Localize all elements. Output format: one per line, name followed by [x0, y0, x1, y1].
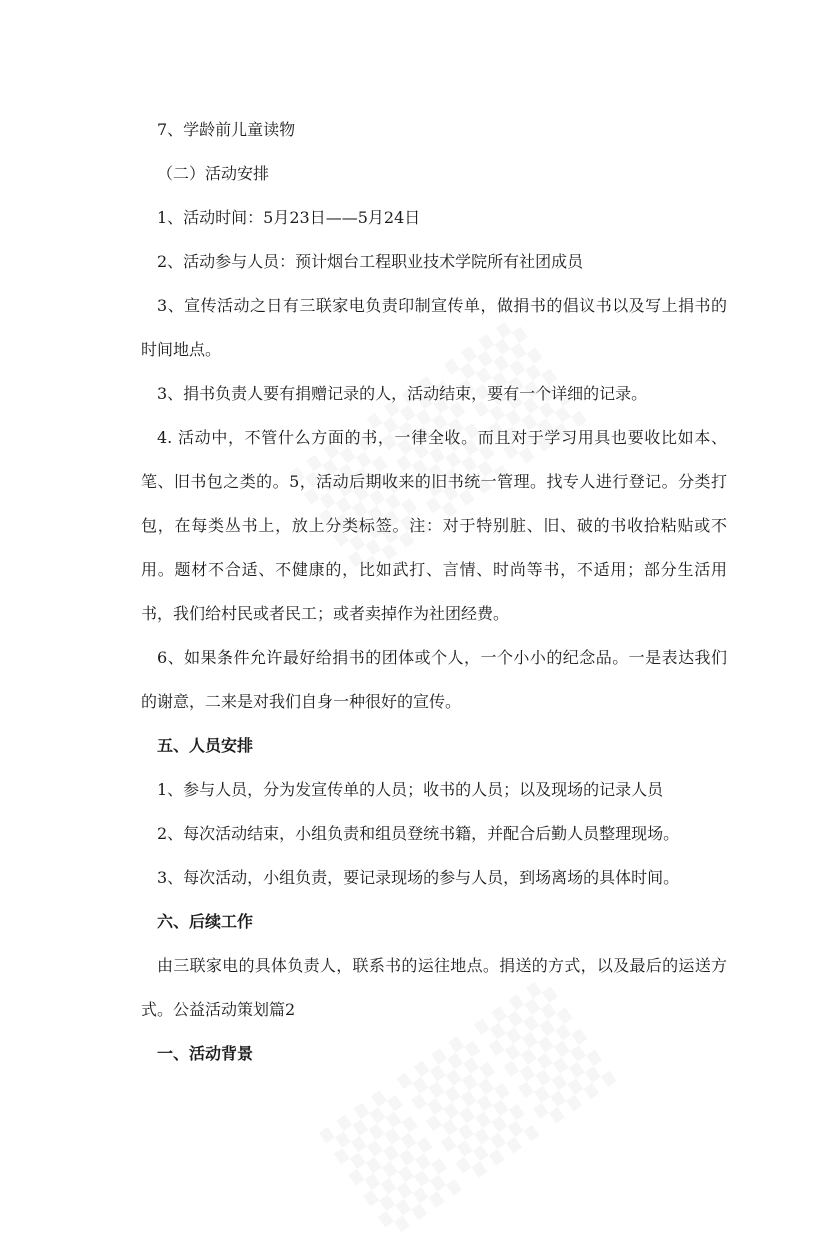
staff-item-3: 3、每次活动，小组负责，要记录现场的参与人员，到场离场的具体时间。: [157, 868, 680, 887]
staff-item-2: 2、每次活动结束，小组负责和组员登统书籍，并配合后勤人员整理现场。: [157, 824, 680, 843]
list-item-preschool: 7、学龄前儿童读物: [157, 120, 296, 139]
paragraph-follow-up: 由三联家电的具体负责人，联系书的运往地点。捐送的方式，以及最后的运送方式。公益活动策划篇2: [141, 956, 727, 1019]
activity-time: 1、活动时间：5月23日——5月24日: [157, 208, 421, 227]
heading-activity-background: 一、活动背景: [157, 1044, 254, 1063]
section-subheading-activity-arrangement: （二）活动安排: [157, 164, 270, 183]
document-body: [141, 108, 727, 1076]
paragraph-collection-rules: 4. 活动中，不管什么方面的书，一律全收。而且对于学习用具也要收比如本、笔、旧书包之类的。5，活动后期收来的旧书统一管理。找专人进行登记。分类打包，在每类丛书上，放上分类标签。注：对于特别脏、旧、破的书收拾粘贴或不用。题材不合适、不健康的，比如武打、言情、时尚等书，不适用；部分生活用书，我们给村民或者民工；或者卖掉作为社团经费。: [141, 428, 727, 623]
paragraph-souvenir: 6、如果条件允许最好给捐书的团体或个人，一个小小的纪念品。一是表达我们的谢意，二来是对我们自身一种很好的宣传。: [141, 648, 727, 711]
heading-staff-arrangement: 五、人员安排: [157, 736, 254, 755]
paragraph-promotion: 3、宣传活动之日有三联家电负责印制宣传单，做捐书的倡议书以及写上捐书的时间地点。: [141, 296, 727, 359]
staff-item-1: 1、参与人员，分为发宣传单的人员；收书的人员；以及现场的记录人员: [157, 780, 664, 799]
heading-follow-up: 六、后续工作: [157, 912, 254, 931]
activity-participants: 2、活动参与人员：预计烟台工程职业技术学院所有社团成员: [157, 252, 584, 271]
paragraph-record-keeper: 3、捐书负责人要有捐赠记录的人，活动结束，要有一个详细的记录。: [157, 384, 648, 403]
